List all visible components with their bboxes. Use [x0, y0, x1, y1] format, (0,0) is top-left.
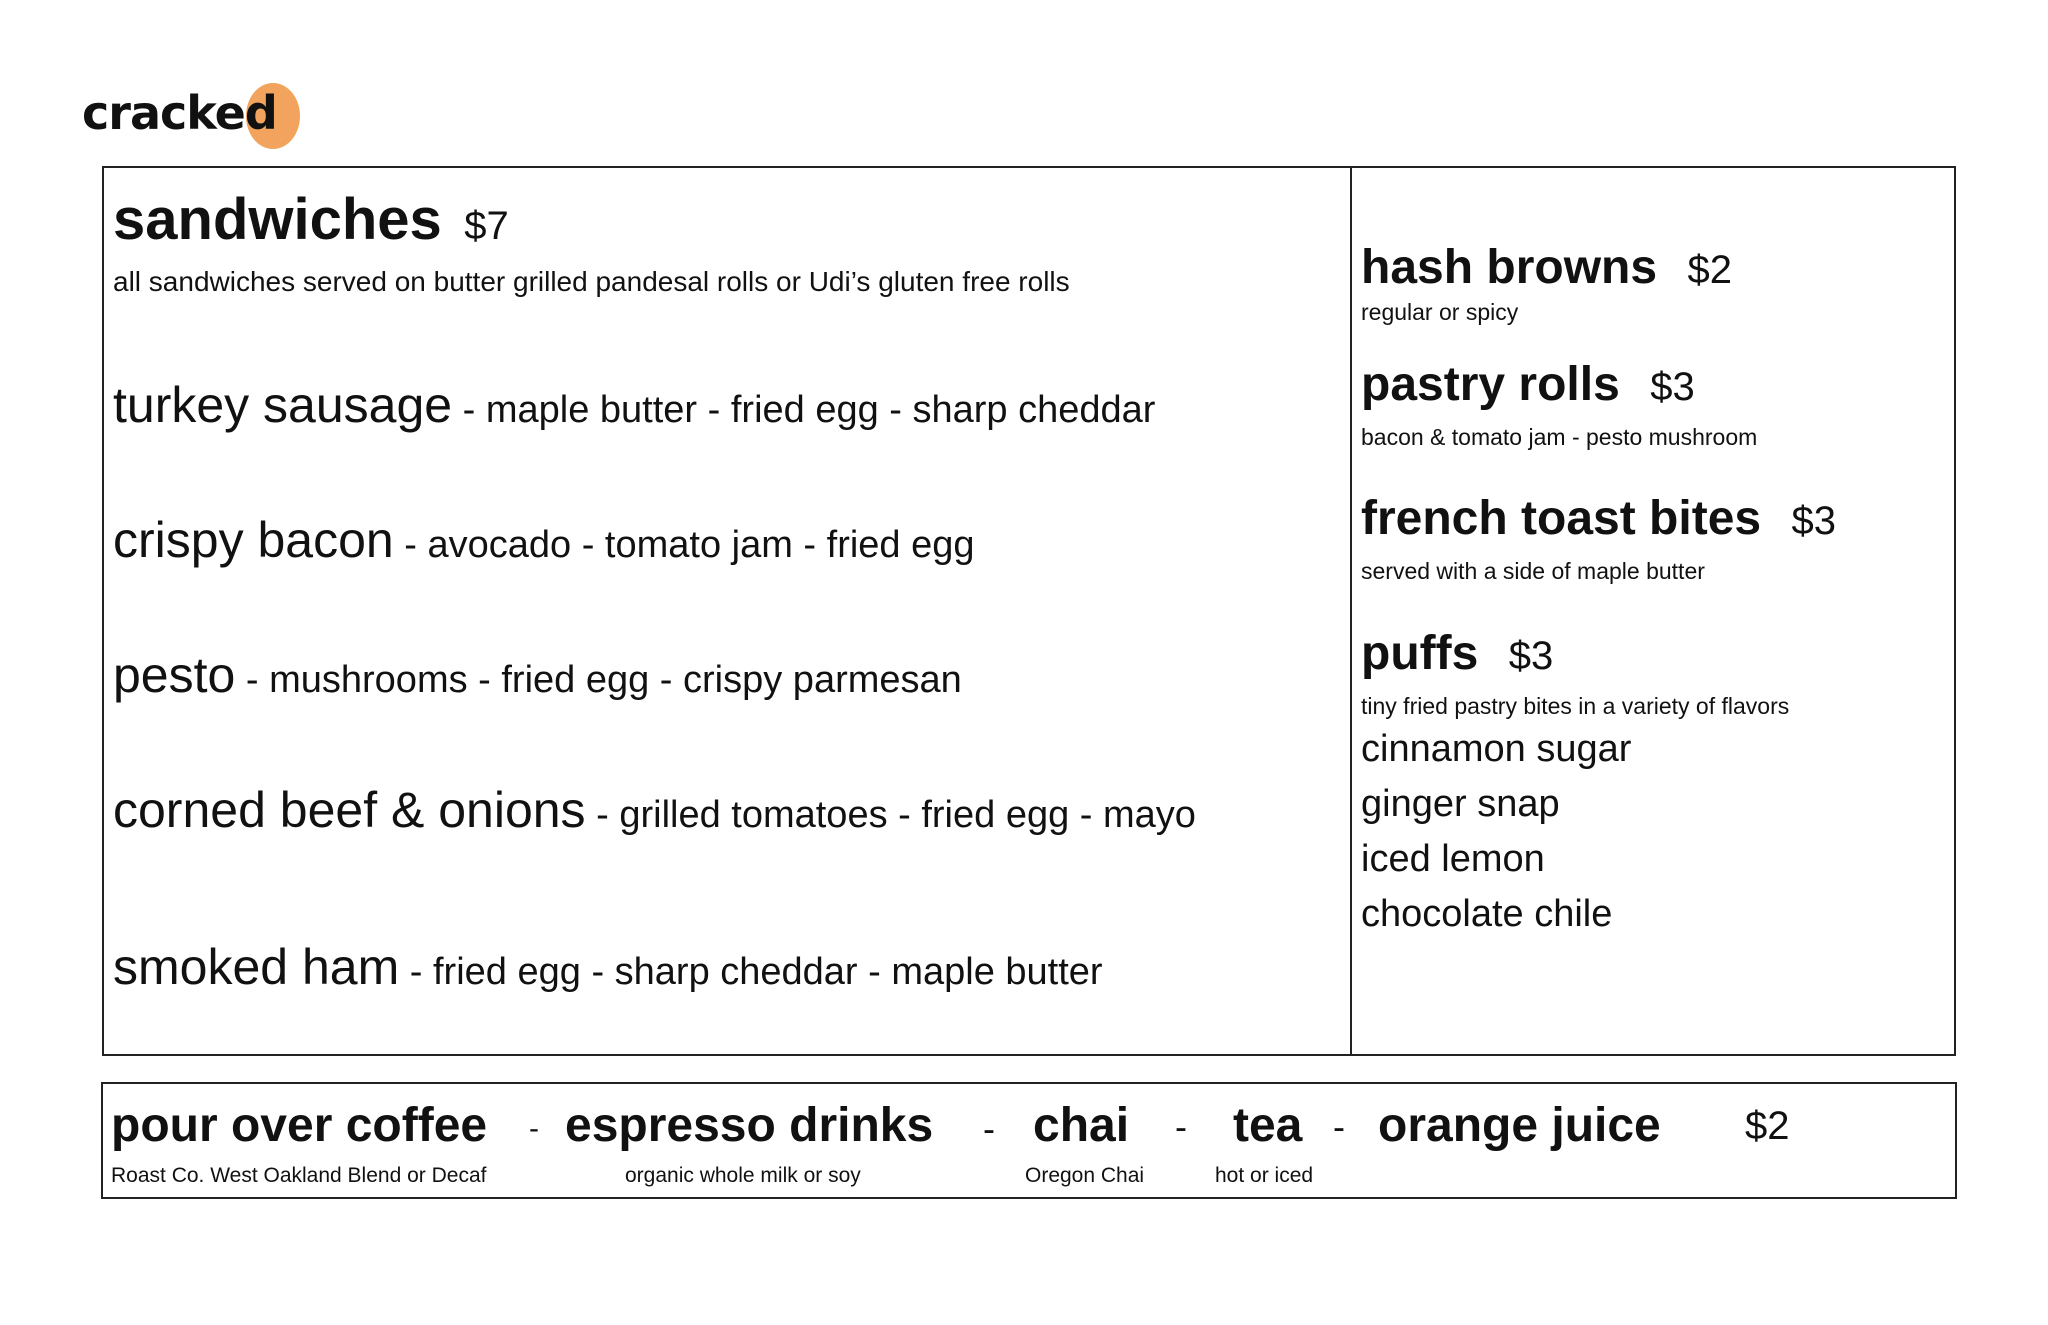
drink-sub-espresso: organic whole milk or soy [625, 1164, 861, 1187]
drink-tea: tea [1233, 1099, 1303, 1152]
puffs-flavor-list [1361, 722, 1789, 942]
hash-browns-block [1361, 240, 1732, 326]
french-toast-title: french toast bites [1361, 492, 1762, 545]
flavor-item: chocolate chile [1361, 893, 1613, 935]
sandwich-name: crispy bacon [113, 512, 394, 568]
pastry-rolls-block [1361, 357, 1757, 451]
puffs-price: $3 [1508, 634, 1554, 678]
drink-sub-chai: Oregon Chai [1025, 1164, 1145, 1187]
pastry-rolls-sub: bacon & tomato jam - pesto mushroom [1361, 424, 1758, 450]
pastry-rolls-price: $3 [1650, 365, 1695, 409]
food-menu-box [102, 166, 1956, 1056]
drinks-box [101, 1082, 1957, 1199]
french-toast-price: $3 [1791, 499, 1837, 543]
drink-separator: - [983, 1108, 995, 1149]
sandwich-desc: - fried egg - sharp cheddar - maple butter [399, 951, 1103, 993]
sandwiches-subtitle: all sandwiches served on butter grilled pandesal rolls or Udi’s gluten free rolls [113, 266, 1070, 297]
sandwiches-price: $7 [464, 204, 509, 248]
sandwiches-section [113, 168, 1343, 1054]
cracked-logo [80, 72, 320, 152]
sides-section [1361, 168, 1941, 1054]
flavor-item: ginger snap [1361, 783, 1560, 825]
drink-chai: chai [1033, 1099, 1130, 1152]
hash-browns-sub: regular or spicy [1361, 299, 1519, 325]
sandwich-desc: - maple butter - fried egg - sharp cheddar [452, 389, 1156, 431]
pastry-rolls-title: pastry rolls [1361, 358, 1620, 411]
sandwich-item [113, 781, 1196, 839]
puffs-title: puffs [1361, 627, 1479, 680]
sandwich-name: pesto [113, 647, 236, 703]
sandwich-desc: - mushrooms - fried egg - crispy parmesan [235, 659, 962, 701]
puffs-sub: tiny fried pastry bites in a variety of flavors [1361, 693, 1790, 719]
sandwich-item [113, 938, 1103, 996]
sandwich-name: smoked ham [113, 939, 400, 995]
sandwich-desc: - grilled tomatoes - fried egg - mayo [585, 794, 1196, 836]
sandwich-name: turkey sausage [113, 377, 453, 433]
sandwiches-header [113, 186, 509, 253]
logo-text: cracked [82, 86, 277, 140]
flavor-item: iced lemon [1361, 838, 1545, 880]
hash-browns-price: $2 [1687, 248, 1732, 292]
column-divider [1350, 168, 1352, 1054]
hash-browns-title: hash browns [1361, 241, 1658, 294]
drink-separator: - [1333, 1106, 1345, 1147]
drink-sub-tea: hot or iced [1215, 1164, 1314, 1187]
drink-pour-over-coffee: pour over coffee [111, 1099, 488, 1152]
french-toast-block [1361, 491, 1836, 585]
sandwiches-title: sandwiches [113, 187, 442, 252]
drink-separator: - [1175, 1106, 1187, 1147]
sandwich-desc: - avocado - tomato jam - fried egg [393, 524, 975, 566]
drink-separator: - [529, 1112, 539, 1145]
drink-sub-coffee: Roast Co. West Oakland Blend or Decaf [111, 1164, 487, 1187]
sandwich-item [113, 511, 975, 569]
flavor-item: cinnamon sugar [1361, 728, 1632, 770]
drink-espresso-drinks: espresso drinks [565, 1099, 934, 1152]
sandwich-name: corned beef & onions [113, 782, 586, 838]
french-toast-sub: served with a side of maple butter [1361, 558, 1705, 584]
sandwich-item [113, 376, 1155, 434]
puffs-block [1361, 626, 1789, 942]
sandwich-item [113, 646, 962, 704]
drink-orange-juice: orange juice [1378, 1099, 1661, 1152]
drinks-price: $2 [1745, 1104, 1790, 1148]
